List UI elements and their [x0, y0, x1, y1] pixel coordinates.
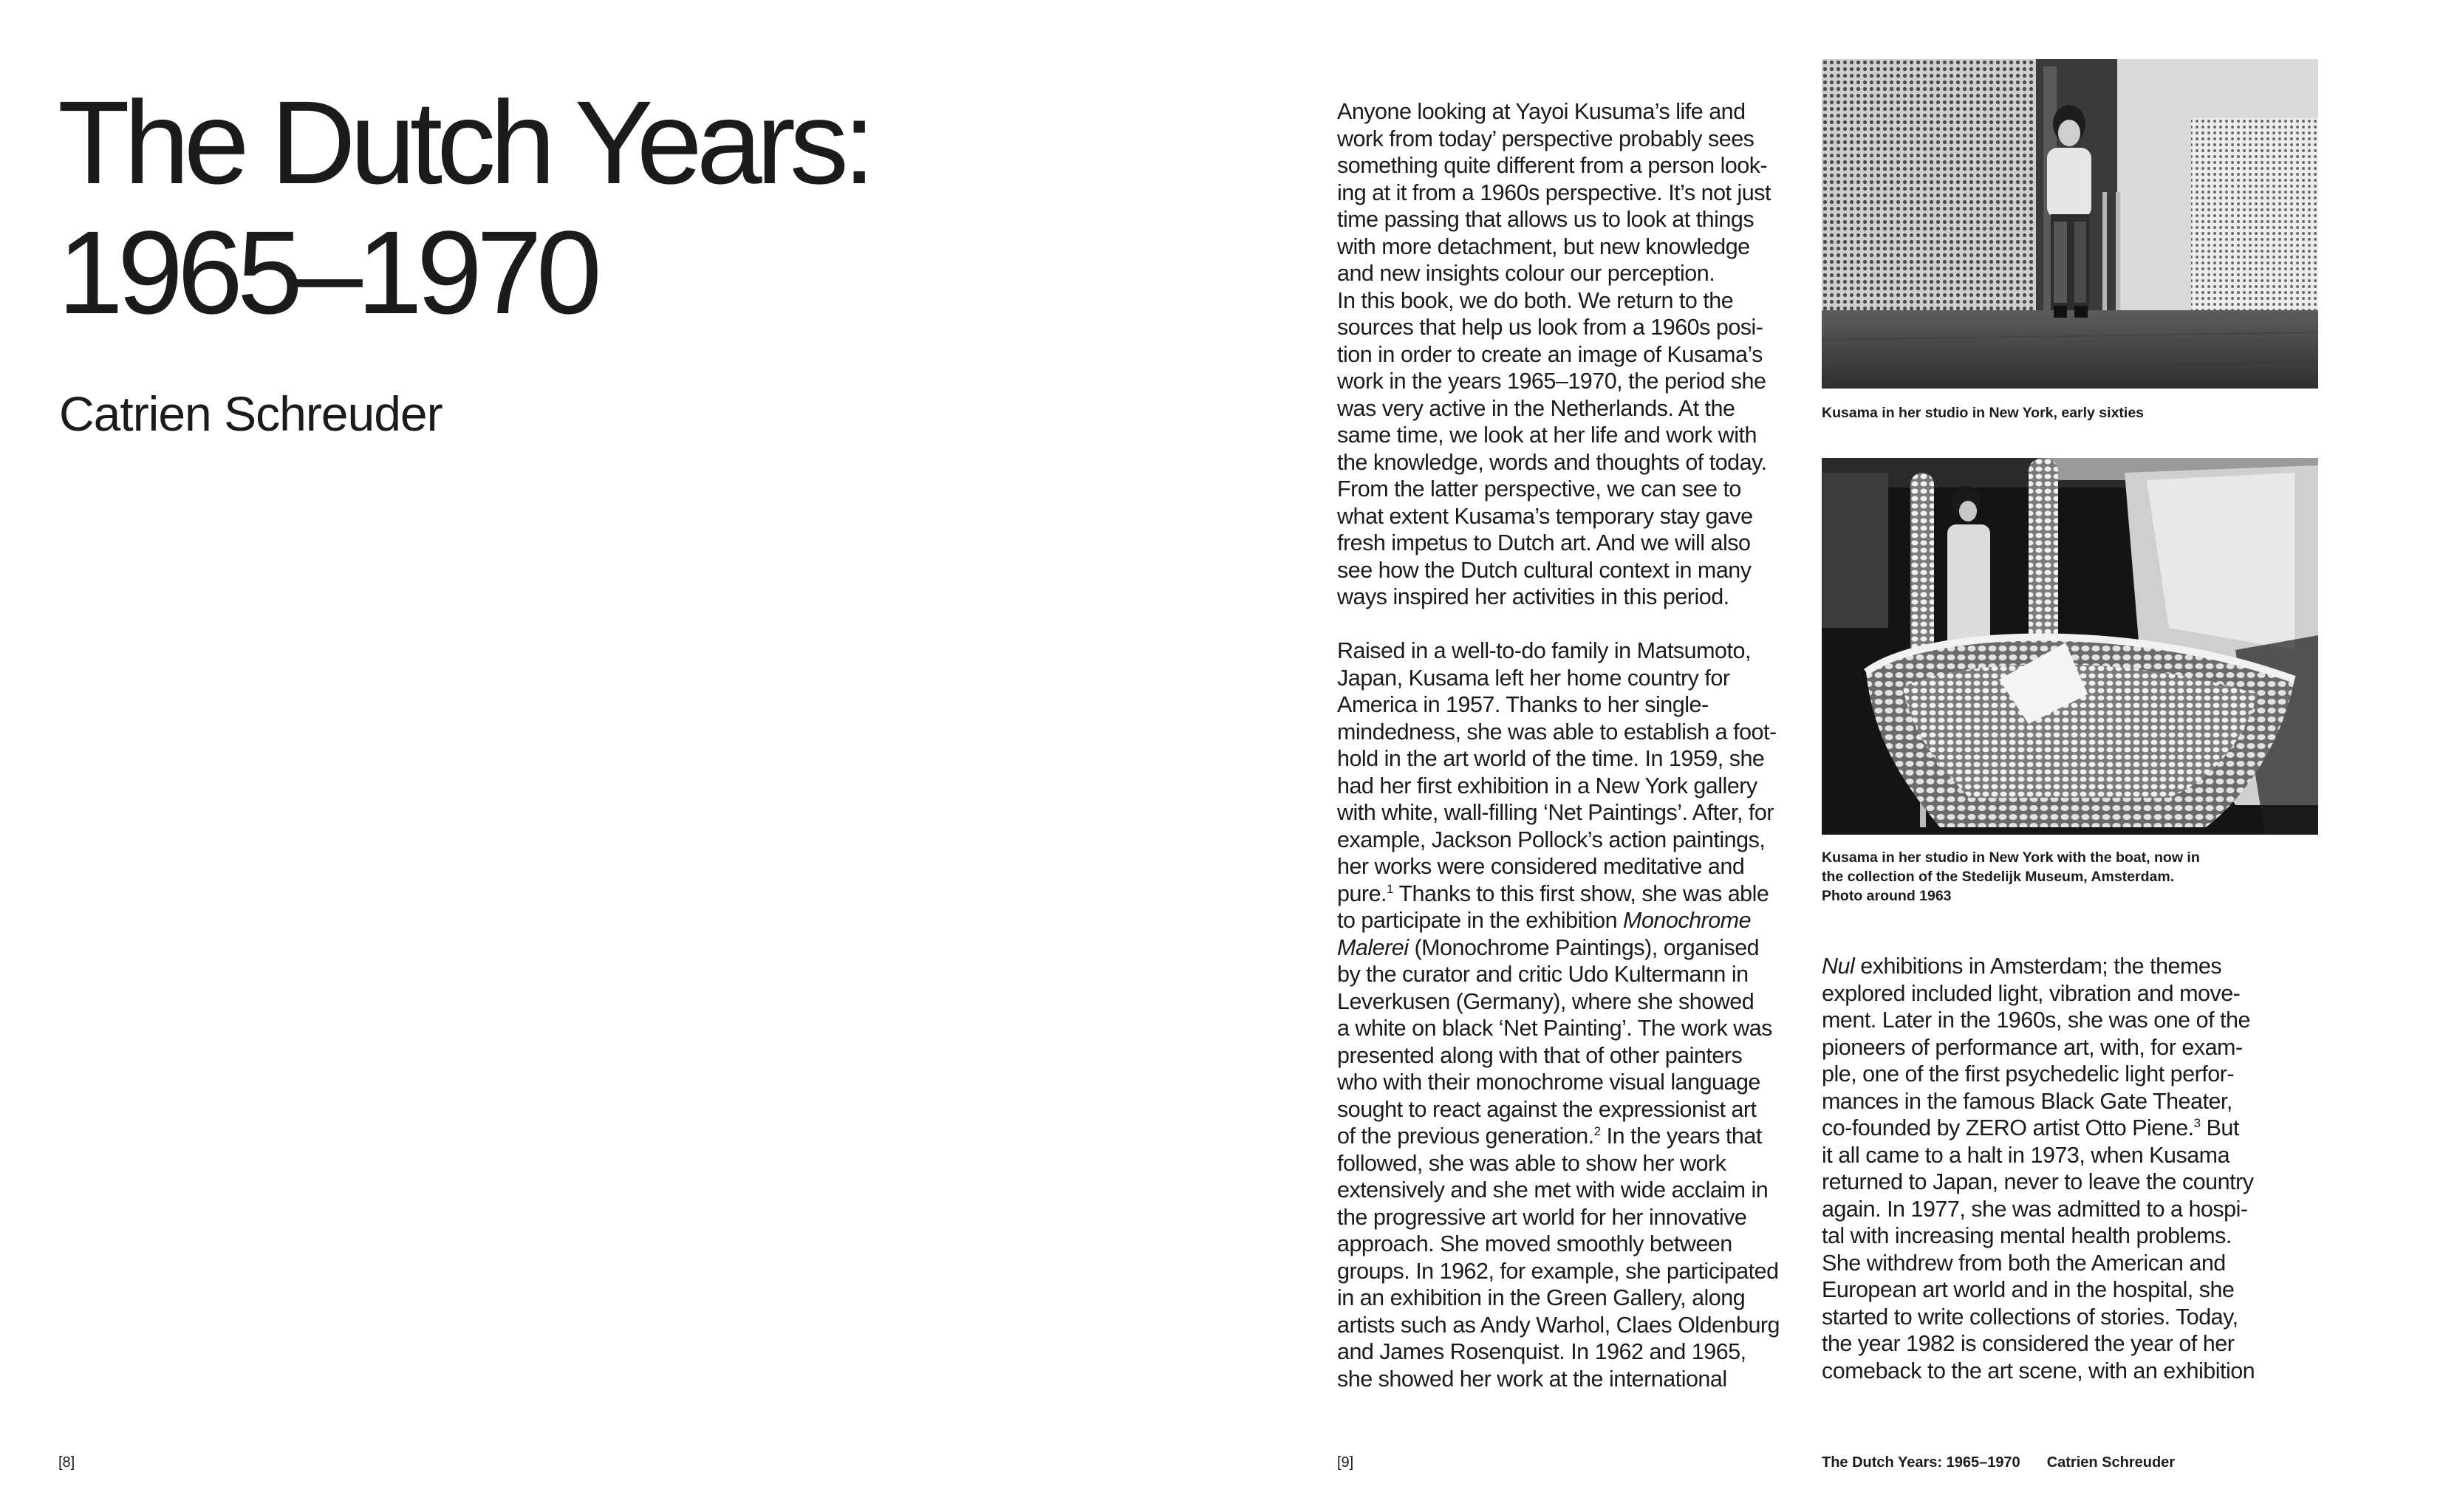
body-paragraph-2-part-1: Raised in a well-to-do family in Matsumoto, Japan, Kusama left her home country for America in 1957. Thanks to her single- mindedness, she was able to establish a foot- hold in the art world of the time. In 1959, she had her first exhibition in a New York gallery with white, wall-filling ‘Net Paintings’. After, for example, Jackson Pollock’s action paintings, her works were considered meditative and pure.	[1337, 638, 1777, 906]
photo-studio-with-boat	[1822, 458, 2318, 835]
photo-studio-with-boat-image	[1822, 458, 2318, 835]
running-head-title: The Dutch Years: 1965–1970	[1822, 1454, 2020, 1471]
figure-2-caption-line-1: Kusama in her studio in New York with the boat, now in	[1822, 849, 2200, 866]
left-page	[0, 0, 1221, 1512]
figure-2-caption-line-3: Photo around 1963	[1822, 888, 1952, 904]
body-paragraph-3-part-2: But it all came to a halt in 1973, when Kusama returned to Japan, never to leave the country again. In 1977, she was admitted to a hospi- tal with increasing mental health problems. She withdrew from both the American and European art world and in the hospital, she started to write collections of stories. Today, the year 1982 is considered the year of her comeback to the art scene, with an exhibition	[1822, 1115, 2255, 1383]
chapter-title-line-2: 1965–1970	[58, 206, 596, 338]
body-paragraph-3-part-1: exhibitions in Amsterdam; the themes explored included light, vibration and move- ment. Later in the 1960s, she was one of the pioneers of performance art, with, for exam- ple, one of the first psychedelic light perfor- mances in the famous Black Gate Theater, co-founded by ZERO artist Otto Piene.	[1822, 954, 2250, 1140]
body-paragraph-2-part-2: Thanks to this first show, she was able to participate in the exhibition	[1337, 880, 1769, 933]
body-paragraph-3	[1822, 953, 2324, 1384]
chapter-title	[58, 78, 1092, 338]
footnote-marker-3: 3	[2193, 1115, 2201, 1130]
figure-2-caption	[1822, 848, 2265, 906]
figure-1-caption	[1822, 403, 2265, 423]
page-number-right: [9]	[1337, 1454, 1354, 1471]
exhibition-title-italic: Monochrome Malerei	[1337, 908, 1752, 960]
footnote-marker-2: 2	[1593, 1123, 1601, 1138]
body-paragraph-2	[1337, 637, 1810, 1392]
chapter-title-line-1: The Dutch Years:	[58, 76, 870, 208]
figure-1-caption-text: Kusama in her studio in New York, early sixties	[1822, 405, 2145, 421]
nul-italic: Nul	[1822, 954, 1855, 979]
photo-studio-new-york	[1822, 59, 2318, 389]
page-number-left: [8]	[58, 1454, 75, 1471]
body-column-1	[1337, 98, 1810, 1392]
running-head	[1822, 1453, 2175, 1472]
body-paragraph-2-part-3: (Monochrome Paintings), organised by the curator and critic Udo Kultermann in Leverkusen (Germany), where she showed a white on black ‘Net Painting’. The work was presented along with that of other painters who with their monochrome visual language sought to react against the expressionist art of the previous generation.	[1337, 934, 1772, 1149]
running-head-author: Catrien Schreuder	[2046, 1454, 2176, 1471]
body-column-2	[1822, 953, 2324, 1384]
body-paragraph-1: Anyone looking at Yayoi Kusuma’s life and work from today’ perspective probably sees something quite different from a person look- ing at it from a 1960s perspective. It’s not just time passing that allows us to look at things with more detachment, but new knowledge and new insights colour our perception. In this book, we do both. We return to the sources that help us look from a 1960s posi- tion in order to create an image of Kusama’s work in the years 1965–1970, the period she was very active in the Netherlands. At the same time, we look at her life and work with the knowledge, words and thoughts of today. From the latter perspective, we can see to what extent Kusama’s temporary stay gave fresh impetus to Dutch art. And we will also see how the Dutch cultural context in many ways inspired her activities in this period.	[1337, 99, 1771, 609]
right-page	[1222, 0, 2443, 1512]
footnote-marker-1: 1	[1387, 881, 1393, 896]
body-paragraph-2-part-4: In the years that followed, she was able to show her work extensively and she met with wide acclaim in the progressive art world for her innovative approach. She moved smoothly between groups. In 1962, for example, she participated in an exhibition in the Green Gallery, along artists such as Andy Warhol, Claes Oldenburg and James Rosenquist. In 1962 and 1965, she showed her work at the international	[1337, 1123, 1780, 1392]
chapter-author: Catrien Schreuder	[59, 386, 443, 441]
figure-2-caption-line-2: the collection of the Stedelijk Museum, Amsterdam.	[1822, 869, 2175, 885]
photo-studio-new-york-image	[1822, 59, 2318, 389]
